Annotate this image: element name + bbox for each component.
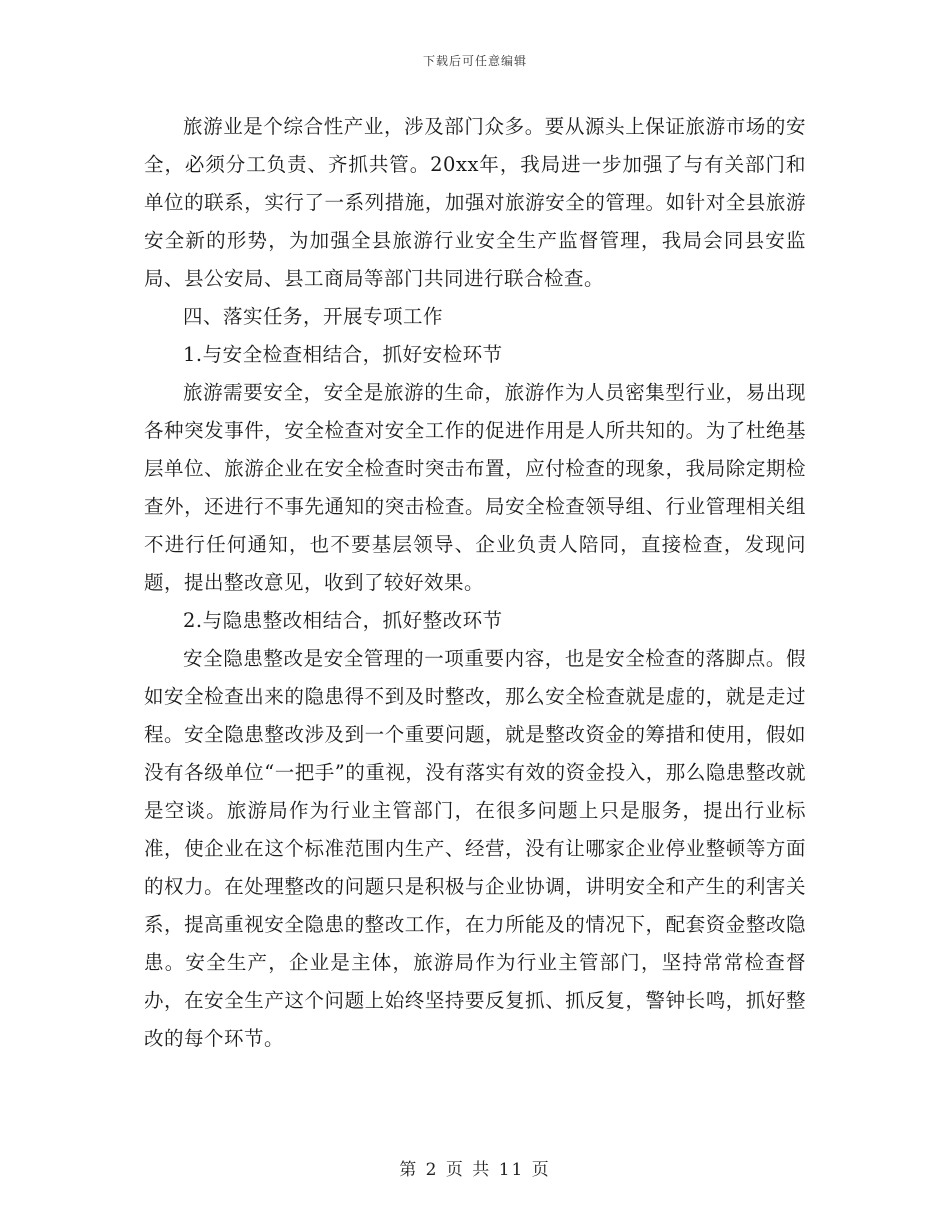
document-body: [144, 108, 806, 1058]
subheading-1: 1.与安全检查相结合，抓好安检环节: [183, 343, 503, 366]
paragraph-3: 安全隐患整改是安全管理的一项重要内容，也是安全检查的落脚点。假如安全检查出来的隐患得不到及时整改，那么安全检查就是虚的，就是走过程。安全隐患整改涉及到一个重要问题，就是整改资金的筹措和使用，假如没有各级单位“一把手”的重视，没有落实有效的资金投入，那么隐患整改就是空谈。旅游局作为行业主管部门，在很多问题上只是服务，提出行业标准，使企业在这个标准范围内生产、经营，没有让哪家企业停业整顿等方面的权力。在处理整改的问题只是积极与企业协调，讲明安全和产生的利害关系，提高重视安全隐患的整改工作，在力所能及的情况下，配套资金整改隐患。安全生产，企业是主体，旅游局作为行业主管部门，坚持常常检查督办，在安全生产这个问题上始终坚持要反复抓、抓反复，警钟长鸣，抓好整改的每个环节。: [144, 647, 806, 1050]
paragraph-2: 旅游需要安全，安全是旅游的生命，旅游作为人员密集型行业，易出现各种突发事件，安全检查对安全工作的促进作用是人所共知的。为了杜绝基层单位、旅游企业在安全检查时突击布置，应付检查的现象，我局除定期检查外，还进行不事先通知的突击检查。局安全检查领导组、行业管理相关组不进行任何通知，也不要基层领导、企业负责人陪同，直接检查，发现问题，提出整改意见，收到了较好效果。: [144, 381, 806, 594]
section-heading-4: 四、落实任务，开展专项工作: [183, 305, 444, 328]
page-number-footer: 第 2 页 共 11 页: [399, 1160, 551, 1180]
paragraph-1: 旅游业是个综合性产业，涉及部门众多。要从源头上保证旅游市场的安全，必须分工负责、齐抓共管。20xx年，我局进一步加强了与有关部门和单位的联系，实行了一系列措施，加强对旅游安全的管理。如针对全县旅游安全新的形势，为加强全县旅游行业安全生产监督管理，我局会同县安监局、县公安局、县工商局等部门共同进行联合检查。: [144, 115, 806, 290]
subheading-2: 2.与隐患整改相结合，抓好整改环节: [183, 609, 503, 632]
header-note: 下载后可任意编辑: [422, 54, 527, 68]
